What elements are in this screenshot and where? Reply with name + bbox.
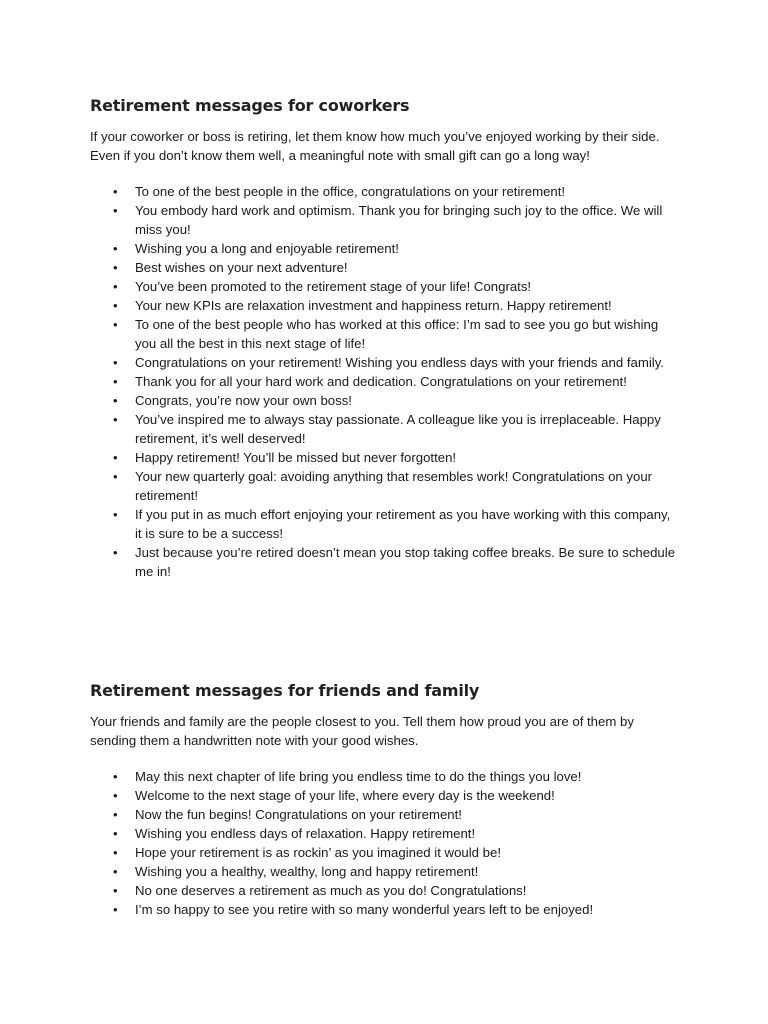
coworkers-message-list	[90, 182, 680, 581]
list-item-text: If you put in as much effort enjoying your retirement as you have working with this company, it is sure to be a success!	[135, 507, 671, 541]
list-item-text: You embody hard work and optimism. Thank you for bringing such joy to the office. We will miss you!	[135, 203, 663, 237]
bullet-icon: •	[113, 393, 118, 408]
list-item	[90, 353, 680, 372]
bullet-icon: •	[113, 412, 118, 427]
list-item	[90, 881, 680, 900]
bullet-icon: •	[113, 450, 118, 465]
list-item-text: To one of the best people in the office, congratulations on your retirement!	[135, 184, 566, 199]
bullet-icon: •	[113, 826, 118, 841]
list-item-text: Now the fun begins! Congratulations on your retirement!	[135, 807, 462, 822]
bullet-icon: •	[113, 260, 118, 275]
friends-family-section	[90, 680, 680, 919]
list-item-text: Hope your retirement is as rockin’ as you imagined it would be!	[135, 845, 502, 860]
bullet-icon: •	[113, 788, 118, 803]
coworkers-heading: Retirement messages for coworkers	[90, 96, 410, 115]
list-item-text: Your new KPIs are relaxation investment and happiness return. Happy retirement!	[135, 298, 612, 313]
list-item	[90, 786, 680, 805]
bullet-icon: •	[113, 864, 118, 879]
list-item	[90, 277, 680, 296]
bullet-icon: •	[113, 279, 118, 294]
coworkers-section	[90, 95, 680, 581]
list-item	[90, 315, 680, 353]
bullet-icon: •	[113, 807, 118, 822]
list-item-text: Just because you’re retired doesn’t mean you stop taking coffee breaks. Be sure to schedule me in!	[135, 545, 676, 579]
list-item-text: You’ve been promoted to the retirement stage of your life! Congrats!	[135, 279, 532, 294]
bullet-icon: •	[113, 374, 118, 389]
friends-family-message-list	[90, 767, 680, 919]
list-item-text: Happy retirement! You’ll be missed but never forgotten!	[135, 450, 457, 465]
list-item-text: Welcome to the next stage of your life, where every day is the weekend!	[135, 788, 555, 803]
list-item-text: Congrats, you’re now your own boss!	[135, 393, 352, 408]
list-item	[90, 505, 680, 543]
list-item	[90, 391, 680, 410]
bullet-icon: •	[113, 902, 118, 917]
list-item	[90, 843, 680, 862]
list-item	[90, 824, 680, 843]
list-item-text: No one deserves a retirement as much as you do! Congratulations!	[135, 883, 527, 898]
list-item-text: Best wishes on your next adventure!	[135, 260, 348, 275]
bullet-icon: •	[113, 298, 118, 313]
coworkers-intro: If your coworker or boss is retiring, let them know how much you’ve enjoyed working by their side. Even if you don’t know them well, a meaningful note with small gift can go a long way!	[90, 129, 660, 163]
list-item	[90, 239, 680, 258]
list-item	[90, 201, 680, 239]
bullet-icon: •	[113, 317, 118, 332]
list-item	[90, 467, 680, 505]
bullet-icon: •	[113, 184, 118, 199]
list-item-text: Wishing you endless days of relaxation. Happy retirement!	[135, 826, 476, 841]
list-item	[90, 296, 680, 315]
list-item-text: Congratulations on your retirement! Wishing you endless days with your friends and family.	[135, 355, 664, 370]
bullet-icon: •	[113, 883, 118, 898]
list-item	[90, 372, 680, 391]
bullet-icon: •	[113, 355, 118, 370]
list-item-text: To one of the best people who has worked at this office: I’m sad to see you go but wishing you all the best in this next stage of life!	[135, 317, 659, 351]
list-item	[90, 410, 680, 448]
list-item	[90, 767, 680, 786]
bullet-icon: •	[113, 203, 118, 218]
list-item	[90, 448, 680, 467]
friends-family-intro: Your friends and family are the people closest to you. Tell them how proud you are of them by sending them a handwritten note with your good wishes.	[90, 714, 634, 748]
list-item	[90, 258, 680, 277]
bullet-icon: •	[113, 241, 118, 256]
list-item-text: May this next chapter of life bring you endless time to do the things you love!	[135, 769, 582, 784]
friends-family-heading: Retirement messages for friends and family	[90, 681, 480, 700]
bullet-icon: •	[113, 469, 118, 484]
list-item	[90, 543, 680, 581]
list-item-text: You’ve inspired me to always stay passionate. A colleague like you is irreplaceable. Happy retirement, it’s well deserved!	[135, 412, 661, 446]
list-item	[90, 900, 680, 919]
list-item	[90, 805, 680, 824]
list-item	[90, 182, 680, 201]
bullet-icon: •	[113, 507, 118, 522]
list-item-text: Your new quarterly goal: avoiding anything that resembles work! Congratulations on your retirement!	[135, 469, 653, 503]
bullet-icon: •	[113, 769, 118, 784]
list-item-text: Wishing you a healthy, wealthy, long and happy retirement!	[135, 864, 479, 879]
bullet-icon: •	[113, 845, 118, 860]
list-item-text: Wishing you a long and enjoyable retirement!	[135, 241, 399, 256]
list-item-text: Thank you for all your hard work and dedication. Congratulations on your retirement!	[135, 374, 627, 389]
bullet-icon: •	[113, 545, 118, 560]
list-item-text: I’m so happy to see you retire with so many wonderful years left to be enjoyed!	[135, 902, 594, 917]
list-item	[90, 862, 680, 881]
